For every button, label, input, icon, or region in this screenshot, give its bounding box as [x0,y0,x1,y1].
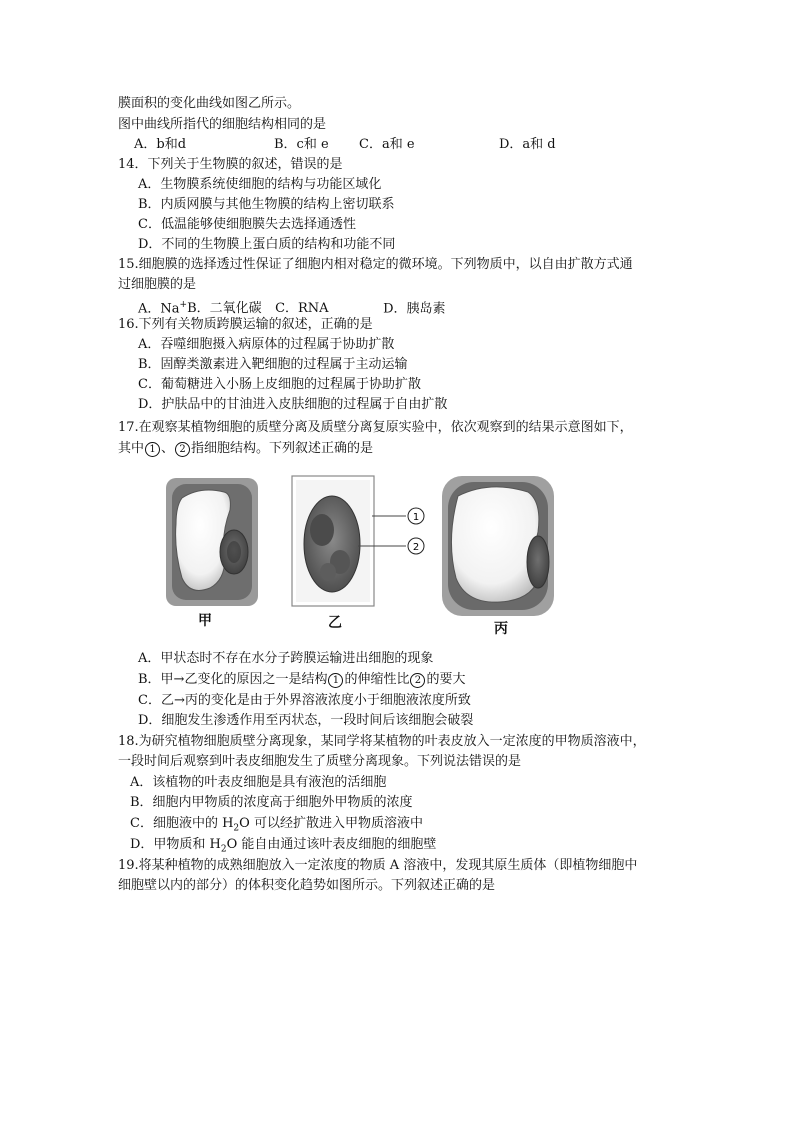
text-span: 的要大 [426,672,466,687]
q19-stem: 19.将某种植物的成熟细胞放入一定浓度的物质 A 溶液中，发现其原生质体（即植物细胞中 [118,858,638,873]
circled-number-2: 2 [410,673,425,688]
circled-number-2: 2 [175,442,190,457]
label-bing: 丙 [494,621,508,637]
text-span: 、 [161,441,175,456]
text-line: 膜面积的变化曲线如图乙所示。 [118,96,301,111]
subscript: 2 [220,844,227,855]
q16-option-d: D．护肤品中的甘油进入皮肤细胞的过程属于自由扩散 [138,397,448,412]
q18-option-c [130,815,423,838]
text-span: O 能自由通过该叶表皮细胞的细胞壁 [226,837,437,852]
superscript: + [179,300,188,310]
q16-option-b: B．固醇类激素进入靶细胞的过程属于主动运输 [138,357,408,372]
q19-stem-cont: 细胞壁以内的部分）的体积变化趋势如图所示。下列叙述正确的是 [118,878,496,893]
cell-jia [166,478,258,606]
q14-option-c: C．低温能够使细胞膜失去选择通透性 [138,217,356,232]
q14-stem: 14．下列关于生物膜的叙述，错误的是 [118,157,343,172]
q17-option-c: C．乙→丙的变化是由于外界溶液浓度小于细胞液浓度所致 [138,693,471,708]
q18-stem-cont: 一段时间后观察到叶表皮细胞发生了质壁分离现象。下列说法错误的是 [118,754,522,769]
subscript: 2 [233,823,240,834]
q14-option-a: A．生物膜系统使细胞的结构与功能区域化 [138,177,382,192]
q17-option-b [138,671,465,689]
text-span: 的伸缩性比 [344,672,410,687]
q16-option-a: A．吞噬细胞摄入病原体的过程属于协助扩散 [138,337,395,352]
q16-stem: 16.下列有关物质跨膜运输的叙述，正确的是 [118,317,373,332]
q15-option-c: C．RNA [275,301,329,317]
q17-stem-cont [118,440,373,458]
label-jia: 甲 [198,613,212,629]
q15-options [138,296,446,318]
q13-option-b: B．c和 e [274,137,329,152]
text-span: D．甲物质和 H [130,837,221,852]
text-span: 其中 [118,441,145,456]
q18-option-a: A．该植物的叶表皮细胞是具有液泡的活细胞 [130,775,387,790]
cell-yi [292,476,424,606]
q15-option-a: A．Na [138,301,180,317]
q18-option-b: B．细胞内甲物质的浓度高于细胞外甲物质的浓度 [130,795,413,810]
q13-option-a: A．b和d [134,137,187,152]
marker-1-text: 1 [412,512,420,523]
q16-option-c: C．葡萄糖进入小肠上皮细胞的过程属于协助扩散 [138,377,421,392]
q18-option-d [130,836,436,859]
label-yi: 乙 [328,615,342,631]
q13-option-c: C．a和 e [359,137,415,152]
q14-option-b: B．内质网膜与其他生物膜的结构上密切联系 [138,197,395,212]
q17-stem: 17.在观察某植物细胞的质壁分离及质壁分离复原实验中，依次观察到的结果示意图如下， [118,420,633,435]
q15-option-b: B．二氧化碳 [187,301,262,317]
plant-cell-illustration [160,470,680,640]
circled-number-1: 1 [328,673,343,688]
text-span: O 可以经扩散进入甲物质溶液中 [239,816,423,831]
q15-stem-cont: 过细胞膜的是 [118,277,197,292]
q15-option-d: D．胰岛素 [383,301,446,317]
q13-options [134,136,556,154]
plant-cell-figure [160,470,680,640]
marker-2-text: 2 [412,542,420,553]
q15-stem: 15.细胞膜的选择透过性保证了细胞内相对稳定的微环境。下列物质中，以自由扩散方式通 [118,257,633,272]
q17-option-a: A．甲状态时不存在水分子跨膜运输进出细胞的现象 [138,651,434,666]
q14-option-d: D．不同的生物膜上蛋白质的结构和功能不同 [138,237,396,252]
q18-stem: 18.为研究植物细胞质壁分离现象，某同学将某植物的叶表皮放入一定浓度的甲物质溶液中， [118,734,646,749]
circled-number-1: 1 [145,442,160,457]
q17-option-d: D．细胞发生渗透作用至丙状态，一段时间后该细胞会破裂 [138,713,474,728]
text-span: 指细胞结构。下列叙述正确的是 [191,441,374,456]
text-span: B．甲→乙变化的原因之一是结构 [138,672,328,687]
q13-option-d: D．a和 d [499,137,556,152]
text-span: C．细胞液中的 H [130,816,234,831]
cell-bing [442,476,554,616]
text-line: 图中曲线所指代的细胞结构相同的是 [118,117,327,132]
